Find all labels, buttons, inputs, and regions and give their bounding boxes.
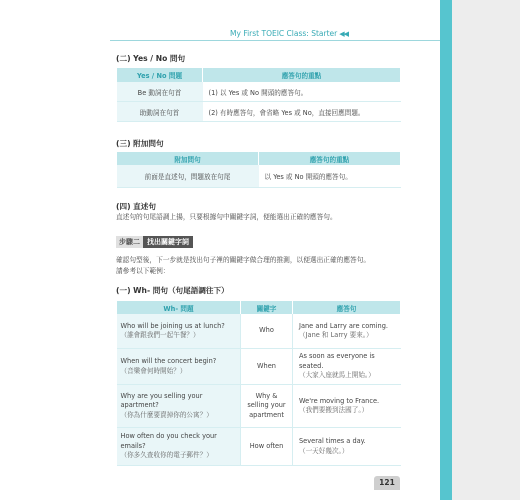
question-en: apartment?	[120, 401, 159, 410]
answer-cell	[293, 349, 401, 385]
table-row	[117, 165, 401, 188]
keyword-cell	[241, 428, 293, 466]
question-cn: （你為什麼要賣掉你的公寓？）	[120, 410, 213, 419]
keyword: apartment	[249, 410, 284, 419]
section-wh-heading: (一) Wh- 問句（句尾語調往下）	[116, 286, 229, 295]
table-row	[117, 349, 401, 385]
answer-cn: （我們要搬到法國了。）	[299, 406, 369, 414]
question-cell	[117, 428, 241, 466]
question-en: When will the concert begin?	[120, 357, 217, 365]
table-header: 附加問句	[117, 152, 259, 165]
statement-paragraph: 直述句的句尾語調上揚，只要根據句中關鍵字詞，便能選出正確的應答句。	[116, 213, 337, 221]
table-row	[117, 385, 401, 428]
step-title: 找出關鍵字詞	[143, 236, 193, 248]
page-background	[452, 0, 520, 500]
wh-question-table	[116, 301, 401, 466]
step-two-tag	[116, 236, 193, 248]
table-header: 應答句的重點	[259, 152, 401, 165]
keyword-cell	[241, 349, 293, 385]
section-yes-no-heading: (二) Yes / No 問句	[116, 54, 186, 63]
section-tag-question-heading: (三) 附加問句	[116, 139, 164, 148]
step-paragraph-line1: 確認句型後，下一步就是找出句子裡的關鍵字做合理的推測，以便選出正確的應答句。	[116, 256, 371, 264]
answer-cn: （Jane 和 Larry 要來。）	[299, 331, 373, 339]
section-statement-heading: (四) 直述句	[116, 202, 156, 211]
question-en: emails?	[120, 441, 146, 450]
question-cn: （誰會跟我們一起午餐？）	[120, 331, 200, 339]
table-cell: 前面是直述句，問題放在句尾	[117, 165, 259, 188]
answer-cell	[293, 314, 401, 349]
step-number: 步驟二	[116, 236, 143, 248]
header-rule	[110, 40, 440, 41]
table-row	[117, 428, 401, 466]
tag-question-table	[116, 152, 401, 188]
keyword-cell	[241, 385, 293, 428]
question-cell	[117, 349, 241, 385]
answer-cell	[293, 385, 401, 428]
answer-cn: （大家入座就馬上開始。）	[299, 371, 375, 380]
yes-no-table	[116, 68, 401, 122]
table-cell: (1) 以 Yes 或 No 開頭的應答句。	[203, 82, 401, 102]
table-row	[117, 82, 401, 102]
double-arrow-icon: ◀◀	[339, 30, 348, 38]
keyword: selling your	[247, 401, 286, 410]
page-edge-strip	[440, 0, 452, 500]
answer-cn: （一天好幾次。）	[299, 446, 349, 455]
table-header: 應答句	[293, 301, 401, 314]
keyword: Who	[259, 326, 274, 335]
question-cn: （你多久查收你的電子郵件？）	[120, 451, 213, 460]
table-cell: 以 Yes 或 No 開頭的應答句。	[259, 165, 401, 188]
answer-en: As soon as everyone is	[299, 352, 375, 361]
header-title: My First TOEIC Class: Starter	[230, 29, 338, 38]
step-paragraph-line2: 請參考以下範例：	[116, 267, 170, 275]
table-cell: 助動詞在句首	[117, 102, 203, 122]
answer-cell	[293, 428, 401, 466]
keyword: When	[257, 361, 276, 370]
keyword-cell	[241, 314, 293, 349]
table-cell: (2) 有時應答句，會省略 Yes 或 No，直接回應問題。	[203, 102, 401, 122]
page-number: 121	[374, 476, 400, 490]
question-cell	[117, 385, 241, 428]
question-cell	[117, 314, 241, 349]
answer-en: Several times a day.	[299, 437, 366, 445]
table-row	[117, 102, 401, 122]
table-header: 關鍵字	[241, 301, 293, 314]
question-en: How often do you check your	[120, 432, 217, 441]
table-header: 應答句的重點	[203, 68, 401, 82]
table-row	[117, 314, 401, 349]
keyword: How often	[249, 441, 284, 450]
answer-en: We're moving to France.	[299, 396, 380, 405]
question-en: Why are you selling your	[120, 391, 203, 400]
keyword: Why &	[255, 391, 278, 400]
table-cell: Be 動詞在句首	[117, 82, 203, 102]
question-en: Who will be joining us at lunch?	[120, 321, 225, 330]
table-header: Yes / No 問題	[117, 68, 203, 82]
table-header: Wh- 問題	[117, 301, 241, 314]
question-cn: （音樂會何時開始？）	[120, 366, 187, 375]
answer-en: seated.	[299, 361, 324, 370]
running-header	[230, 29, 348, 38]
answer-en: Jane and Larry are coming.	[299, 321, 388, 330]
